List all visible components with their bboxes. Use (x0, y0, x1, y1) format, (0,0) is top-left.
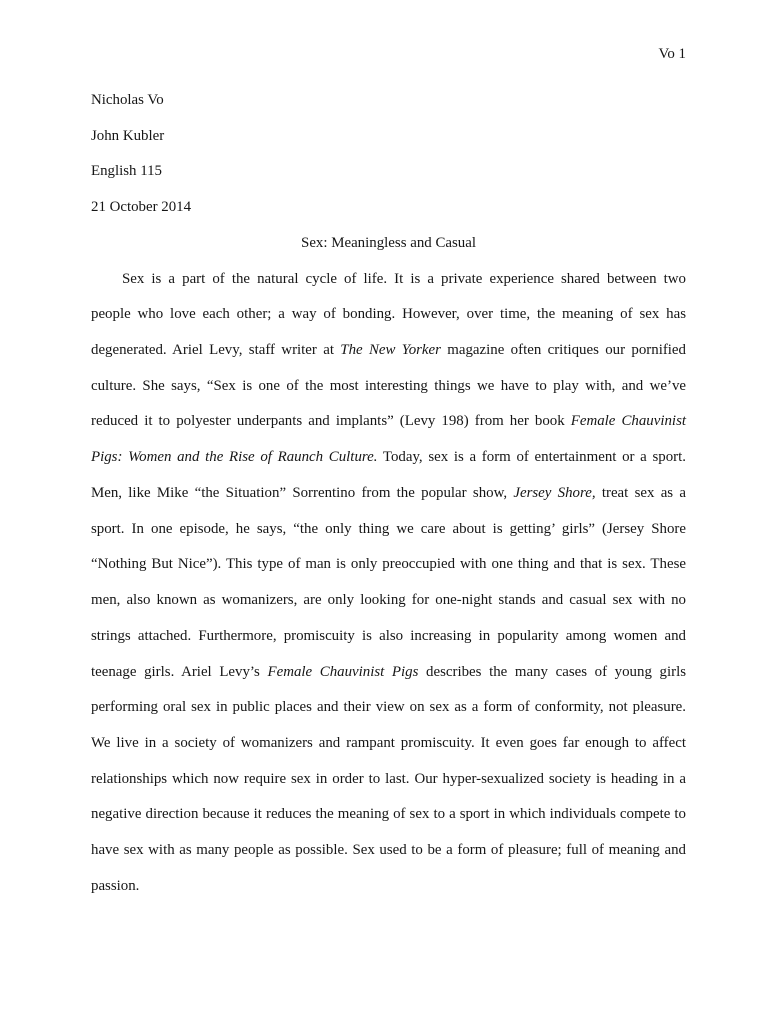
text-run: have sex with as many people as possible. Sex used to be a form of pleasure; full of meaning and (91, 842, 686, 859)
text-run: culture. She says, “Sex is one of the most interesting things we have to play with, and we’ve (91, 377, 686, 394)
body-line (91, 869, 686, 905)
text-run: “Nothing But Nice”). This type of man is only preoccupied with one thing and that is sex. These (91, 556, 686, 573)
running-head: Vo 1 (658, 46, 686, 62)
italic-title-run: Pigs: Women and the Rise of Raunch Culture. (91, 449, 378, 466)
text-run: Today, sex is a form of entertainment or a sport. (377, 449, 686, 466)
text-run: Sex is a part of the natural cycle of life. It is a private experience shared between two (122, 270, 686, 287)
body-line (91, 262, 686, 298)
body-line (91, 512, 686, 548)
italic-title-run: The New Yorker (340, 342, 441, 359)
text-run: sport. In one episode, he says, “the only thing we care about is getting’ girls” (Jersey Shore (91, 520, 686, 537)
body-line (91, 369, 686, 405)
body-line (91, 690, 686, 726)
body-paragraph (91, 262, 686, 905)
italic-title-run: Female Chauvinist Pigs (267, 663, 419, 680)
text-run: men, also known as womanizers, are only looking for one-night stands and casual sex with no (91, 592, 686, 609)
text-run: strings attached. Furthermore, promiscuity is also increasing in popularity among women and (91, 627, 686, 644)
text-run: Men, like Mike “the Situation” Sorrentino from the popular show, (91, 484, 514, 501)
essay-content (91, 83, 686, 905)
essay-title: Sex: Meaningless and Casual (301, 234, 476, 251)
body-line (91, 297, 686, 333)
text-run: teenage girls. Ariel Levy’s (91, 663, 268, 680)
body-line (91, 583, 686, 619)
body-line (91, 833, 686, 869)
text-run: relationships which now require sex in order to last. Our hyper-sexualized society is heading in a (91, 770, 686, 787)
body-line (91, 655, 686, 691)
body-line (91, 333, 686, 369)
text-run: reduced it to polyester underpants and implants” (Levy 198) from her book (91, 413, 571, 430)
italic-title-run: Jersey Shore, (513, 484, 596, 501)
course-name: English 115 (91, 163, 163, 180)
instructor-name: John Kubler (91, 127, 165, 144)
submission-date: 21 October 2014 (91, 199, 192, 216)
text-run: performing oral sex in public places and their view on sex as a form of conformity, not pleasure. (91, 699, 686, 716)
text-run: degenerated. Ariel Levy, staff writer at (91, 342, 341, 359)
body-line (91, 404, 686, 440)
body-line (91, 797, 686, 833)
body-line (91, 762, 686, 798)
text-run: treat sex as a (595, 484, 686, 501)
body-line (91, 547, 686, 583)
text-run: We live in a society of womanizers and rampant promiscuity. It even goes far enough to affect (91, 734, 686, 751)
text-run: describes the many cases of young girls (418, 663, 686, 680)
text-run: negative direction because it reduces the meaning of sex to a sport in which individuals compete to (91, 806, 686, 823)
author-name: Nicholas Vo (91, 92, 164, 108)
text-run: people who love each other; a way of bonding. However, over time, the meaning of sex has (91, 306, 686, 323)
body-line (91, 726, 686, 762)
body-line (91, 619, 686, 655)
text-run: magazine often critiques our pornified (440, 342, 686, 359)
italic-title-run: Female Chauvinist (570, 413, 686, 430)
body-line (91, 440, 686, 476)
text-run: passion. (91, 877, 140, 894)
body-line (91, 476, 686, 512)
